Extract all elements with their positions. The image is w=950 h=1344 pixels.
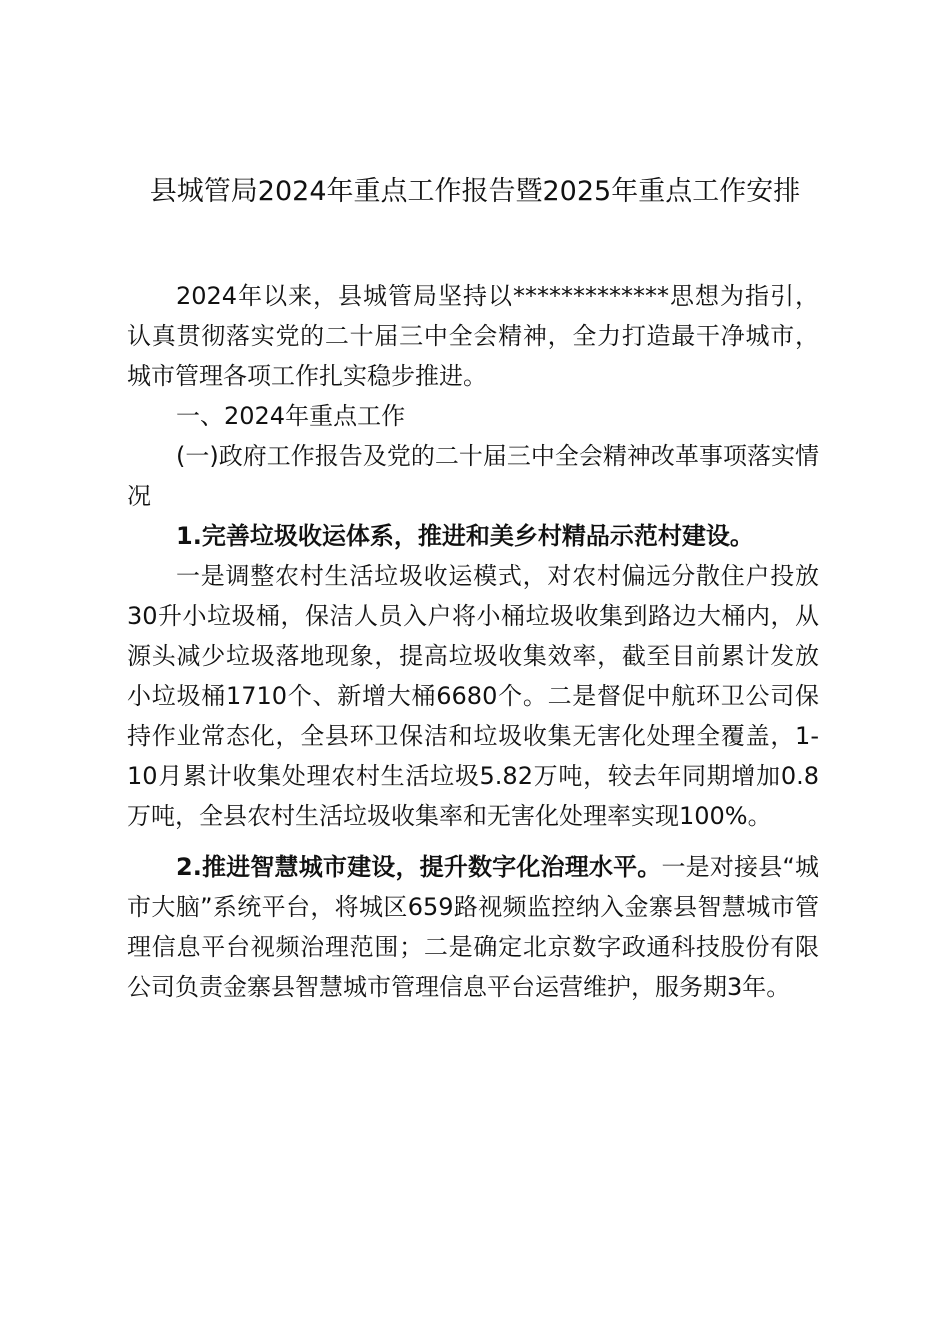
document-title: 县城管局2024年重点工作报告暨2025年重点工作安排 — [149, 176, 801, 207]
subsection-heading: (一)政府工作报告及党的二十届三中全会精神改革事项落实情况 — [127, 442, 819, 510]
item-1-body: 一是调整农村生活垃圾收运模式，对农村偏远分散住户投放30升小垃圾桶，保洁人员入户将小桶垃圾收集到路边大桶内，从源头减少垃圾落地现象，提高垃圾收集效率，截至目前累计发放小垃圾桶1710个、新增大桶6680个。二是督促中航环卫公司保持作业常态化，全县环卫保洁和垃圾收集无害化处理全覆盖，1-10月累计收集处理农村生活垃圾5.82万吨，较去年同期增加0.8万吨，全县农村生活垃圾收集率和无害化处理率实现100%。 — [127, 562, 819, 830]
item-2-paragraph — [127, 847, 819, 1007]
item-1-heading: 1.完善垃圾收运体系，推进和美乡村精品示范村建设。 — [176, 522, 754, 550]
item-2-body: 一是对接县“城市大脑”系统平台，将城区659路视频监控纳入金寨县智慧城市管理信息平台视频治理范围；二是确定北京数字政通科技股份有限公司负责金寨县智慧城市管理信息平台运营维护，服务期3年。 — [127, 853, 819, 1001]
item-2-heading: 2.推进智慧城市建设，提升数字化治理水平。 — [176, 853, 662, 881]
document-body — [127, 276, 819, 1007]
intro-paragraph: 2024年以来，县城管局坚持以*************思想为指引，认真贯彻落实党的二十届三中全会精神，全力打造最干净城市，城市管理各项工作扎实稳步推进。 — [127, 282, 819, 390]
section-heading: 一、2024年重点工作 — [176, 402, 406, 430]
